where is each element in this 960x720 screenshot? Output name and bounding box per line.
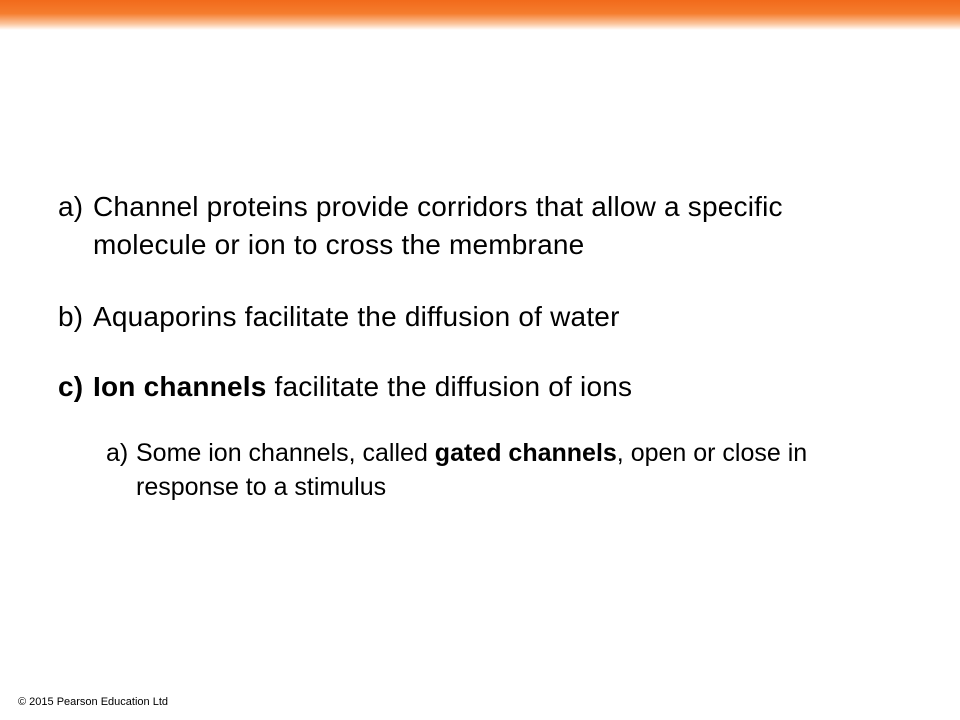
- bullet-item-a: [58, 188, 838, 264]
- sub-bullet-text-after: , open or close in response to a stimulus: [136, 439, 808, 501]
- bullet-text: Channel proteins provide corridors that allow a specific molecule or ion to cross the membrane: [93, 191, 783, 260]
- bullet-text: [58, 368, 838, 406]
- bullet-marker: c): [58, 371, 84, 402]
- top-accent-bar: [0, 0, 960, 30]
- bold-term: Ion channels: [93, 371, 267, 402]
- bullet-text-rest: facilitate the diffusion of ions: [266, 371, 633, 402]
- sub-bullet-text-before: Some ion channels, called: [136, 439, 435, 467]
- sub-bullet-text: [106, 436, 906, 504]
- bullet-item-b: [58, 298, 838, 336]
- sub-bullet-item-a: [106, 436, 906, 504]
- bullet-item-c: [58, 368, 838, 406]
- sub-bullet-marker: a): [106, 439, 129, 467]
- copyright-footer: © 2015 Pearson Education Ltd: [18, 696, 168, 708]
- bold-term: gated channels: [434, 439, 617, 467]
- bullet-marker: a): [58, 191, 84, 222]
- bullet-marker: b): [58, 301, 84, 332]
- bullet-text: Aquaporins facilitate the diffusion of water: [93, 301, 620, 332]
